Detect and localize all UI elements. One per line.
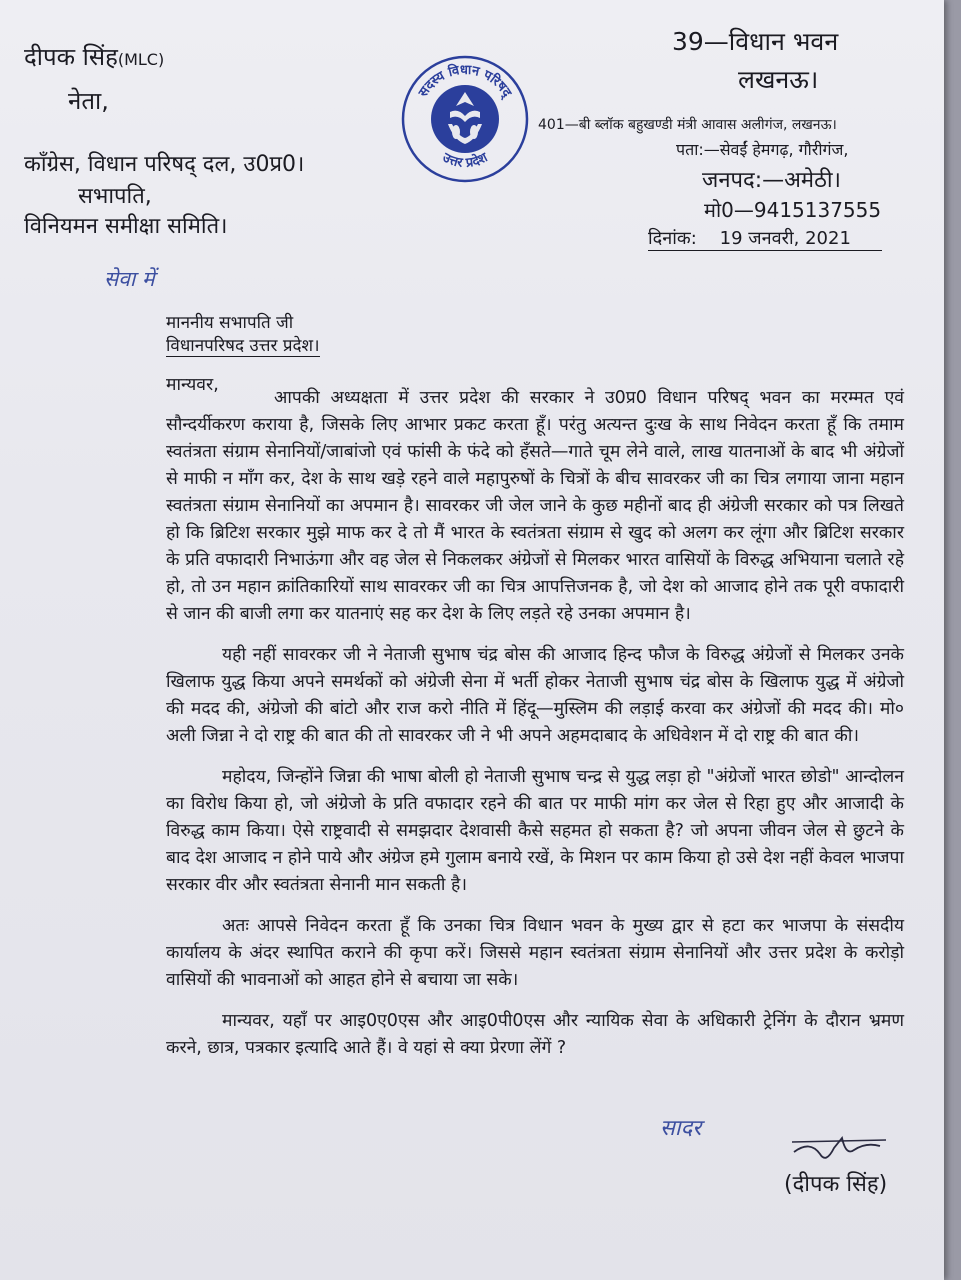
recipient-line1: माननीय सभापति जी bbox=[166, 313, 294, 333]
address-city: लखनऊ। bbox=[738, 65, 819, 94]
handwritten-seva-mein: सेवा में bbox=[104, 267, 155, 291]
address-permanent: पता:—सेवईं हेमगढ़, गौरीगंज, bbox=[676, 140, 849, 159]
paragraph-1: आपकी अध्यक्षता में उत्तर प्रदेश की सरकार ने उ0प्र0 विधान परिषद् भवन का मरम्मत एवं सौन्दर्यीकरण कराया है, जिसके लिए आभार प्रकट करता हूँ। परंतु अत्यन्त दुःख के साथ निवेदन करता हूँ कि तमाम स्वतंत्रता संग्राम सेनानियों/जाबांजो एवं फांसी के फंदे को हँसते—गाते चूम लेने वाले, लाख यातनाओं के बाद भी अंग्रेजों से माफी न माँग कर, देश के साथ खड़े रहने वाले महापुरुषों के चित्रों के बीच सावरकर जी का चित्र लगाया जाना महान स्वतंत्रता संग्राम सेनानियों का अपमान है। सावरकर जी जेल जाने के कुछ महीनों बाद ही अंग्रेजी सरकार को पत्र लिखते हो कि ब्रिटिश सरकार मुझे माफ कर दे तो मैं भारत के स्वतंत्रता संग्राम से खुद को अलग कर लूंगा और ब्रिटिश सरकार के प्रति वफादारी निभाऊंगा और वह जेल से निकलकर अंग्रेजों से मिलकर भारत वासियों के विरुद्ध अभियाना चलाते रहे हो, तो उन महान क्रांतिकारियों साथ सावरकर जी का चित्र आपत्तिजनक है, जो देश को आजाद होने तक पूरी वफादारी से जान की बाजी लगा कर यातनाएं सह कर देश के लिए लड़ते रहे उनका अपमान है। bbox=[166, 388, 904, 624]
paragraph-3: महोदय, जिन्होंने जिन्ना की भाषा बोली हो नेताजी सुभाष चन्द्र से युद्ध लड़ा हो "अंग्रेजों भारत छोडो" आन्दोलन का विरोध किया हो, जो अंग्रेजो के प्रति वफादार रहने की बात पर माफी मांग कर जेल से रिहा हुए और आजादी के विरुद्ध काम किया। ऐसे राष्ट्रवादी से समझदार देशवासी कैसे सहमत हो सकता है? जो अपना जीवन जेल से छुटने के बाद देश आजाद न होने पाये और अंग्रेज हमे गुलाम बनाये रखें, के मिशन पर काम किया हो उसे देश नहीं केवल भाजपा सरकार वीर और स्वतंत्रता सेनानी मान सकती है। bbox=[166, 767, 904, 895]
seal-emblem-icon bbox=[398, 52, 532, 186]
address-district: जनपद:—अमेठी। bbox=[702, 168, 841, 193]
paragraph-5: मान्यवर, यहाँ पर आइ0ए0एस और आइ0पी0एस और न्यायिक सेवा के अधिकारी ट्रेनिंग के दौरान भ्रमण करने, छात्र, पत्रकार इत्यादि आते हैं। वे यहां से क्या प्रेरणा लेंगें ? bbox=[166, 1011, 904, 1058]
paragraph-4: अतः आपसे निवेदन करता हूँ कि उनका चित्र विधान भवन के मुख्य द्वार से हटा कर भाजपा के संसदीय कार्यालय के अंदर स्थापित कराने की कृपा करें। जिससे महान स्वतंत्रता संग्राम सेनानियों और उत्तर प्रदेश के करोड़ो वासियों की भावनाओं को आहत होने से बचाया जा सके। bbox=[166, 916, 904, 990]
svg-text:सदस्य विधान परिषद्: सदस्य विधान परिषद् bbox=[415, 62, 515, 100]
svg-text:उत्तर प्रदेश: उत्तर प्रदेश bbox=[439, 150, 491, 172]
salutation: मान्यवर, bbox=[166, 375, 219, 395]
sender-party: कॉंग्रेस, विधान परिषद् दल, उ0प्र0। bbox=[24, 152, 305, 177]
handwritten-sadar: सादर bbox=[660, 1116, 702, 1141]
address-building: 39—विधान भवन bbox=[672, 27, 839, 56]
signature-name: (दीपक सिंह) bbox=[784, 1172, 888, 1197]
sender-designation: नेता, bbox=[68, 87, 109, 115]
address-mobile: मो0—9415137555 bbox=[704, 198, 882, 222]
sender-title: सभापति, bbox=[78, 184, 152, 209]
signature-icon bbox=[790, 1130, 890, 1170]
recipient-line2: विधानपरिषद उत्तर प्रदेश। bbox=[166, 333, 320, 357]
sender-committee: विनियमन समीक्षा समिति। bbox=[24, 214, 228, 239]
letter-date: दिनांक: 19 जनवरी, 2021 bbox=[648, 226, 882, 251]
paragraph-2: यही नहीं सावरकर जी ने नेताजी सुभाष चंद्र बोस की आजाद हिन्द फौज के विरुद्ध अंग्रेजों से मिलकर उनके खिलाफ युद्ध किया अपने समर्थकों को अंग्रेजी सेना में भर्ती होकर नेताजी सुभाष चंद्र बोस के खिलाफ युद्ध में अंग्रेजो की मदद की, अंग्रेजो की बांटो और राज करो नीति में हिंदू—मुस्लिम की लड़ाई करवा कर अंग्रेजों की मदद की। मो० अली जिन्ना ने दो राष्ट्र की बात की तो सावरकर जी ने भी अपने अहमदाबाद के अधिवेशन में दो राष्ट्र की बात की। bbox=[166, 645, 904, 746]
council-seal bbox=[398, 52, 532, 186]
svg-text:दीपक: दीपक bbox=[830, 1160, 833, 1161]
sender-name: दीपक सिंह(MLC) bbox=[24, 43, 165, 71]
address-office: 401—बी ब्लॉक बहुखण्डी मंत्री आवास अलीगंज, लखनऊ। bbox=[538, 117, 837, 133]
letter-body bbox=[166, 385, 904, 1076]
